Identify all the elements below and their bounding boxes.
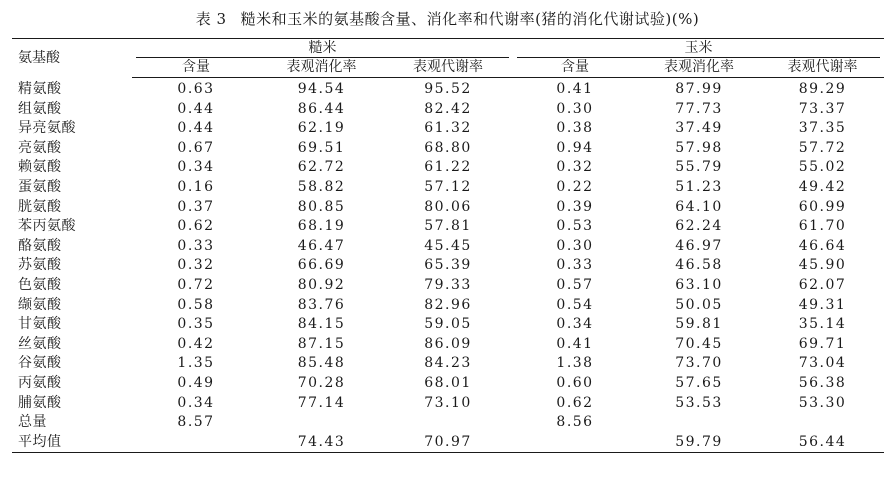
table-row bbox=[12, 78, 884, 100]
table-row bbox=[12, 374, 884, 394]
table-cell: 74.43 bbox=[297, 433, 346, 450]
table-cell: 0.34 bbox=[177, 159, 215, 176]
table-cell: 0.94 bbox=[556, 139, 594, 156]
table-cell: 82.42 bbox=[424, 100, 472, 117]
table-cell: 35.14 bbox=[798, 316, 847, 333]
table-cell: 61.32 bbox=[424, 120, 472, 137]
table-cell bbox=[513, 433, 637, 453]
table-cell: 69.71 bbox=[798, 335, 847, 352]
table-cell: 0.60 bbox=[556, 374, 594, 391]
column-header-metabolizability-corn: 表观代谢率 bbox=[761, 58, 884, 78]
table-cell: 89.29 bbox=[798, 81, 847, 97]
table-body bbox=[12, 78, 884, 453]
table-cell: 0.57 bbox=[556, 276, 594, 293]
amino-acid-name: 蛋氨酸 bbox=[18, 178, 62, 195]
table-cell: 0.58 bbox=[177, 296, 215, 313]
table-cell: 45.45 bbox=[424, 237, 472, 254]
table-cell: 57.81 bbox=[424, 218, 472, 235]
table-cell: 68.01 bbox=[424, 374, 472, 391]
table-cell: 59.79 bbox=[675, 433, 723, 450]
table-cell: 53.53 bbox=[675, 394, 723, 411]
table-row bbox=[12, 100, 884, 120]
table-cell: 70.45 bbox=[675, 335, 723, 352]
table-cell: 0.32 bbox=[177, 257, 215, 274]
table-cell: 0.37 bbox=[177, 198, 215, 215]
table-cell: 0.38 bbox=[556, 120, 594, 137]
table-cell: 0.41 bbox=[556, 81, 594, 97]
table-row bbox=[12, 296, 884, 316]
table-cell: 83.76 bbox=[297, 296, 346, 313]
table-title: 糙米和玉米的氨基酸含量、消化率和代谢率(猪的消化代谢试验)(%) bbox=[240, 10, 700, 28]
amino-acid-name: 胱氨酸 bbox=[18, 198, 62, 215]
table-cell: 65.39 bbox=[424, 257, 472, 274]
table-cell: 80.06 bbox=[424, 198, 472, 215]
table-row bbox=[12, 237, 884, 257]
amino-acid-name: 总量 bbox=[18, 414, 47, 431]
table-cell: 0.62 bbox=[177, 218, 215, 235]
group-header-corn bbox=[513, 39, 884, 59]
table-cell: 56.38 bbox=[798, 374, 847, 391]
amino-acid-name: 平均值 bbox=[18, 433, 62, 450]
table-cell: 86.09 bbox=[424, 335, 472, 352]
table-cell: 0.30 bbox=[556, 100, 594, 117]
table-cell: 68.19 bbox=[297, 218, 346, 235]
table-row bbox=[12, 217, 884, 237]
table-cell: 73.37 bbox=[798, 100, 847, 117]
table-cell: 0.30 bbox=[556, 237, 594, 254]
table-row bbox=[12, 354, 884, 374]
table-cell: 1.35 bbox=[177, 355, 215, 372]
table-cell: 0.54 bbox=[556, 296, 594, 313]
table-cell: 0.22 bbox=[556, 178, 594, 195]
table-cell: 61.22 bbox=[424, 159, 472, 176]
table-row bbox=[12, 158, 884, 178]
amino-acid-name: 亮氨酸 bbox=[18, 139, 62, 156]
table-cell bbox=[132, 433, 260, 453]
table-cell: 73.04 bbox=[798, 355, 847, 372]
table-cell: 87.99 bbox=[675, 81, 723, 97]
table-cell: 46.47 bbox=[297, 237, 346, 254]
table-cell: 58.82 bbox=[297, 178, 346, 195]
amino-acid-name: 精氨酸 bbox=[18, 80, 62, 97]
table-cell: 77.73 bbox=[675, 100, 723, 117]
amino-acid-name: 丝氨酸 bbox=[18, 335, 62, 352]
table-cell: 86.44 bbox=[297, 100, 346, 117]
amino-acid-name: 酪氨酸 bbox=[18, 237, 62, 254]
table-cell: 55.02 bbox=[798, 159, 847, 176]
table-cell: 8.56 bbox=[556, 414, 594, 431]
table-cell: 80.85 bbox=[297, 198, 346, 215]
table-cell bbox=[637, 413, 761, 433]
group-header-label: 糙米 bbox=[308, 40, 337, 56]
table-cell: 0.16 bbox=[177, 178, 215, 195]
table-cell bbox=[761, 413, 884, 433]
column-header-content-rice: 含量 bbox=[132, 58, 260, 78]
table-cell: 57.72 bbox=[798, 139, 847, 156]
table-cell bbox=[260, 413, 383, 433]
table-cell: 49.31 bbox=[798, 296, 847, 313]
table-row bbox=[12, 119, 884, 139]
table-cell: 8.57 bbox=[177, 414, 215, 431]
table-cell: 69.51 bbox=[297, 139, 346, 156]
table-cell: 0.39 bbox=[556, 198, 594, 215]
table-cell: 63.10 bbox=[675, 276, 723, 293]
table-cell: 45.90 bbox=[798, 257, 847, 274]
amino-acid-name: 赖氨酸 bbox=[18, 159, 62, 176]
table-cell: 64.10 bbox=[675, 198, 723, 215]
table-cell: 46.58 bbox=[675, 257, 723, 274]
group-header-label: 玉米 bbox=[684, 40, 713, 56]
table-cell: 50.05 bbox=[675, 296, 723, 313]
amino-acid-name: 苏氨酸 bbox=[18, 257, 62, 274]
table-cell: 95.52 bbox=[424, 81, 472, 97]
table-cell: 49.42 bbox=[798, 178, 847, 195]
column-header-digestibility-rice: 表观消化率 bbox=[260, 58, 383, 78]
table-row bbox=[12, 413, 884, 433]
table-cell: 84.15 bbox=[297, 316, 346, 333]
amino-acid-name: 色氨酸 bbox=[18, 276, 62, 293]
table-cell: 57.12 bbox=[424, 178, 472, 195]
table-cell: 70.28 bbox=[297, 374, 346, 391]
table-cell: 82.96 bbox=[424, 296, 472, 313]
table-cell: 53.30 bbox=[798, 394, 847, 411]
table-row bbox=[12, 178, 884, 198]
table-cell: 37.35 bbox=[798, 120, 847, 137]
table-cell: 79.33 bbox=[424, 276, 472, 293]
table-number: 表 3 bbox=[195, 10, 227, 28]
amino-acid-name: 苯丙氨酸 bbox=[18, 218, 76, 235]
table-row bbox=[12, 315, 884, 335]
table-cell: 94.54 bbox=[297, 81, 346, 97]
table-row bbox=[12, 433, 884, 453]
table-cell: 59.81 bbox=[675, 316, 723, 333]
table-cell: 0.33 bbox=[177, 237, 215, 254]
table-cell: 62.07 bbox=[798, 276, 847, 293]
table-cell: 80.92 bbox=[297, 276, 346, 293]
row-header-amino-acid: 氨基酸 bbox=[18, 49, 60, 66]
table-cell: 62.72 bbox=[297, 159, 346, 176]
amino-acid-name: 谷氨酸 bbox=[18, 355, 62, 372]
table-cell: 0.49 bbox=[177, 374, 215, 391]
group-header-brown-rice bbox=[132, 39, 513, 59]
table-cell: 0.34 bbox=[177, 394, 215, 411]
table-caption bbox=[0, 9, 895, 29]
table-cell: 0.41 bbox=[556, 335, 594, 352]
table-cell: 84.23 bbox=[424, 355, 472, 372]
table-cell: 62.19 bbox=[297, 120, 346, 137]
table-cell: 0.34 bbox=[556, 316, 594, 333]
table-cell: 70.97 bbox=[424, 433, 472, 450]
table-cell: 66.69 bbox=[297, 257, 346, 274]
table-row bbox=[12, 198, 884, 218]
table-cell: 73.70 bbox=[675, 355, 723, 372]
table-cell: 85.48 bbox=[297, 355, 346, 372]
table-row bbox=[12, 394, 884, 414]
table-cell: 62.24 bbox=[675, 218, 723, 235]
table-cell: 73.10 bbox=[424, 394, 472, 411]
amino-acid-name: 缬氨酸 bbox=[18, 296, 62, 313]
column-header-metabolizability-rice: 表观代谢率 bbox=[383, 58, 513, 78]
table-cell: 57.98 bbox=[675, 139, 723, 156]
table-cell: 0.44 bbox=[177, 120, 215, 137]
column-header-digestibility-corn: 表观消化率 bbox=[637, 58, 761, 78]
table-cell: 60.99 bbox=[798, 198, 847, 215]
table-row bbox=[12, 276, 884, 296]
table-header bbox=[12, 39, 884, 78]
amino-acid-name: 异亮氨酸 bbox=[18, 120, 76, 137]
table-cell: 0.44 bbox=[177, 100, 215, 117]
table-row bbox=[12, 335, 884, 355]
table-cell: 37.49 bbox=[675, 120, 723, 137]
table-cell bbox=[383, 413, 513, 433]
table-cell: 87.15 bbox=[297, 335, 346, 352]
table-cell: 0.63 bbox=[177, 81, 215, 97]
amino-acid-name: 丙氨酸 bbox=[18, 374, 62, 391]
amino-acid-name: 脯氨酸 bbox=[18, 394, 62, 411]
table-cell: 61.70 bbox=[798, 218, 847, 235]
table-cell: 46.64 bbox=[798, 237, 847, 254]
table-cell: 57.65 bbox=[675, 374, 723, 391]
table-cell: 0.67 bbox=[177, 139, 215, 156]
table-cell: 59.05 bbox=[424, 316, 472, 333]
table-cell: 46.97 bbox=[675, 237, 723, 254]
table-cell: 0.35 bbox=[177, 316, 215, 333]
table-row bbox=[12, 139, 884, 159]
table-cell: 0.32 bbox=[556, 159, 594, 176]
table-cell: 56.44 bbox=[798, 433, 847, 450]
table-cell: 0.42 bbox=[177, 335, 215, 352]
table-cell: 0.62 bbox=[556, 394, 594, 411]
table-cell: 0.53 bbox=[556, 218, 594, 235]
column-header-content-corn: 含量 bbox=[513, 58, 637, 78]
amino-acid-name: 组氨酸 bbox=[18, 100, 62, 117]
table-cell: 1.38 bbox=[556, 355, 594, 372]
amino-acid-name: 甘氨酸 bbox=[18, 316, 62, 333]
table-cell: 55.79 bbox=[675, 159, 723, 176]
table-cell: 0.72 bbox=[177, 276, 215, 293]
table-cell: 68.80 bbox=[424, 139, 472, 156]
table-cell: 0.33 bbox=[556, 257, 594, 274]
table-row bbox=[12, 256, 884, 276]
amino-acid-table bbox=[12, 38, 884, 453]
table-cell: 77.14 bbox=[297, 394, 346, 411]
table-cell: 51.23 bbox=[675, 178, 723, 195]
